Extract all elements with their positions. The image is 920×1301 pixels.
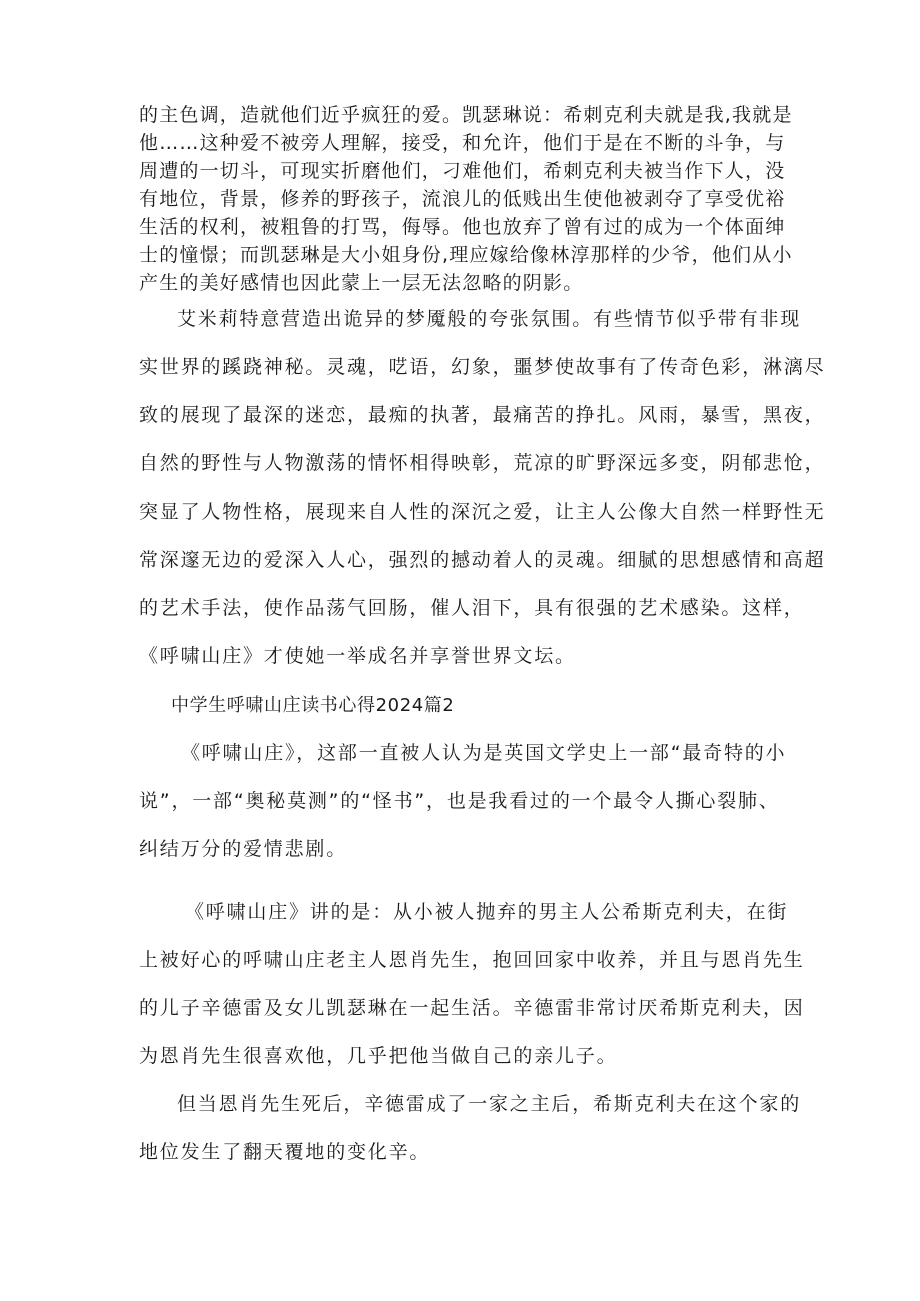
paragraph-line: 艾米莉特意营造出诡异的梦魇般的夸张氛围。有些情节似乎带有非现 xyxy=(177,308,802,330)
paragraph-line: 上被好心的呼啸山庄老主人恩肖先生，抱回回家中收养，并且与恩肖先生 xyxy=(139,949,805,971)
paragraph-line: 的儿子辛德雷及女儿凯瑟琳在一起生活。辛德雷非常讨厌希斯克利夫，因 xyxy=(139,997,805,1019)
paragraph-line: 的主色调，造就他们近乎疯狂的爱。凯瑟琳说：希刺克利夫就是我,我就是 xyxy=(139,104,793,126)
paragraph-line: 自然的野性与人物激荡的情怀相得映彰，荒凉的旷野深远多变，阴郁悲怆， xyxy=(139,452,826,474)
paragraph-line: 的艺术手法，使作品荡气回肠，催人泪下，具有很强的艺术感染。这样， xyxy=(139,597,805,619)
paragraph-line: 《呼啸山庄》讲的是：从小被人抛弃的男主人公希斯克利夫，在街 xyxy=(185,901,789,923)
paragraph-line: 《呼啸山庄》才使她一举成名并享誉世界文坛。 xyxy=(139,645,576,667)
paragraph-line: 士的憧憬；而凯瑟琳是大小姐身份,理应嫁给像林淳那样的少爷，他们从小 xyxy=(139,244,793,266)
paragraph-line: 致的展现了最深的迷恋，最痴的执著，最痛苦的挣扎。风雨，暴雪，黑夜， xyxy=(139,404,826,426)
paragraph-line: 地位发生了翻天覆地的变化辛。 xyxy=(139,1141,431,1163)
paragraph-line: 生活的权利，被粗鲁的打骂，侮辱。他也放弃了曾有过的成为一个体面绅 xyxy=(139,216,786,238)
paragraph-line: 产生的美好感情也因此蒙上一层无法忽略的阴影。 xyxy=(139,272,584,294)
paragraph-line: 纠结万分的爱情悲剧。 xyxy=(139,838,348,860)
paragraph-line: 他……这种爱不被旁人理解，接受，和允许，他们于是在不断的斗争，与 xyxy=(139,132,786,154)
paragraph-line: 但当恩肖先生死后，辛德雷成了一家之主后，希斯克利夫在这个家的 xyxy=(177,1093,802,1115)
paragraph-line: 周遭的一切斗，可现实折磨他们，刁难他们，希刺克利夫被当作下人，没 xyxy=(139,160,786,182)
paragraph-line: 《呼啸山庄》，这部一直被人认为是英国文学史上一部“最奇特的小 xyxy=(181,742,787,764)
paragraph-line: 为恩肖先生很喜欢他，几乎把他当做自己的亲儿子。 xyxy=(139,1045,618,1067)
paragraph-line: 突显了人物性格，展现来自人性的深沉之爱，让主人公像大自然一样野性无 xyxy=(139,501,826,523)
paragraph-line: 常深邃无边的爱深入人心，强烈的撼动着人的灵魂。细腻的思想感情和高超 xyxy=(139,549,826,571)
section-heading: 中学生呼啸山庄读书心得2024篇2 xyxy=(171,695,455,716)
paragraph-line: 说”，一部“奥秘莫测”的“怪书”，也是我看过的一个最令人撕心裂肺、 xyxy=(139,790,780,812)
paragraph-line: 有地位，背景，修养的野孩子，流浪儿的低贱出生使他被剥夺了享受优裕 xyxy=(139,188,786,210)
paragraph-line: 实世界的蹊跷神秘。灵魂，呓语，幻象，噩梦使故事有了传奇色彩，淋漓尽 xyxy=(139,356,826,378)
